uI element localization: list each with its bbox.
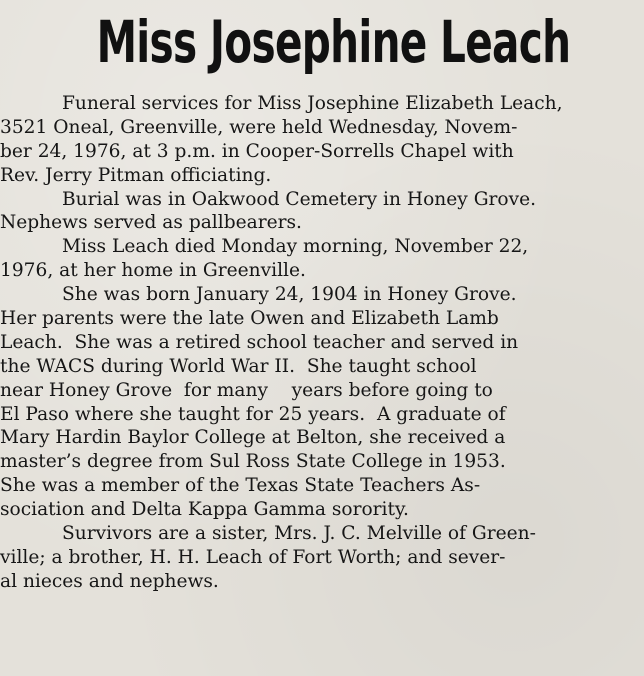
article-line: Miss Leach died Monday morning, November 22, [62, 236, 529, 258]
article-line: ber 24, 1976, at 3 p.m. in Cooper-Sorrells Chapel with [0, 140, 514, 162]
article-line: near Honey Grove for many years before going to [0, 379, 493, 401]
article-line: 3521 Oneal, Greenville, were held Wednesday, Novem- [0, 116, 518, 138]
article-line: Leach. She was a retired school teacher and served in [0, 331, 519, 353]
article-line: Burial was in Oakwood Cemetery in Honey Grove. [62, 188, 537, 210]
article-line: al nieces and nephews. [0, 570, 219, 592]
article-line: She was born January 24, 1904 in Honey Grove. [62, 284, 517, 306]
article-line: Her parents were the late Owen and Elizabeth Lamb [0, 308, 499, 330]
article-line: Rev. Jerry Pitman officiating. [0, 164, 272, 186]
article-line: 1976, at her home in Greenville. [0, 260, 306, 282]
article-line: Nephews served as pallbearers. [0, 212, 302, 234]
article-line: master’s degree from Sul Ross State College in 1953. [0, 451, 506, 473]
article-line: ville; a brother, H. H. Leach of Fort Worth; and sever- [0, 546, 506, 568]
article-line: the WACS during World War II. She taught school [0, 355, 477, 377]
article-line: El Paso where she taught for 25 years. A graduate of [0, 403, 506, 425]
headline: Miss Josephine Leach [96, 8, 571, 76]
article-line: She was a member of the Texas State Teachers As- [0, 475, 481, 497]
article-line: sociation and Delta Kappa Gamma sorority. [0, 499, 409, 521]
article-line: Mary Hardin Baylor College at Belton, she received a [0, 427, 506, 449]
article-line: Funeral services for Miss Josephine Elizabeth Leach, [62, 93, 563, 114]
obituary-article [0, 92, 638, 594]
article-line: Survivors are a sister, Mrs. J. C. Melville of Green- [62, 523, 536, 545]
